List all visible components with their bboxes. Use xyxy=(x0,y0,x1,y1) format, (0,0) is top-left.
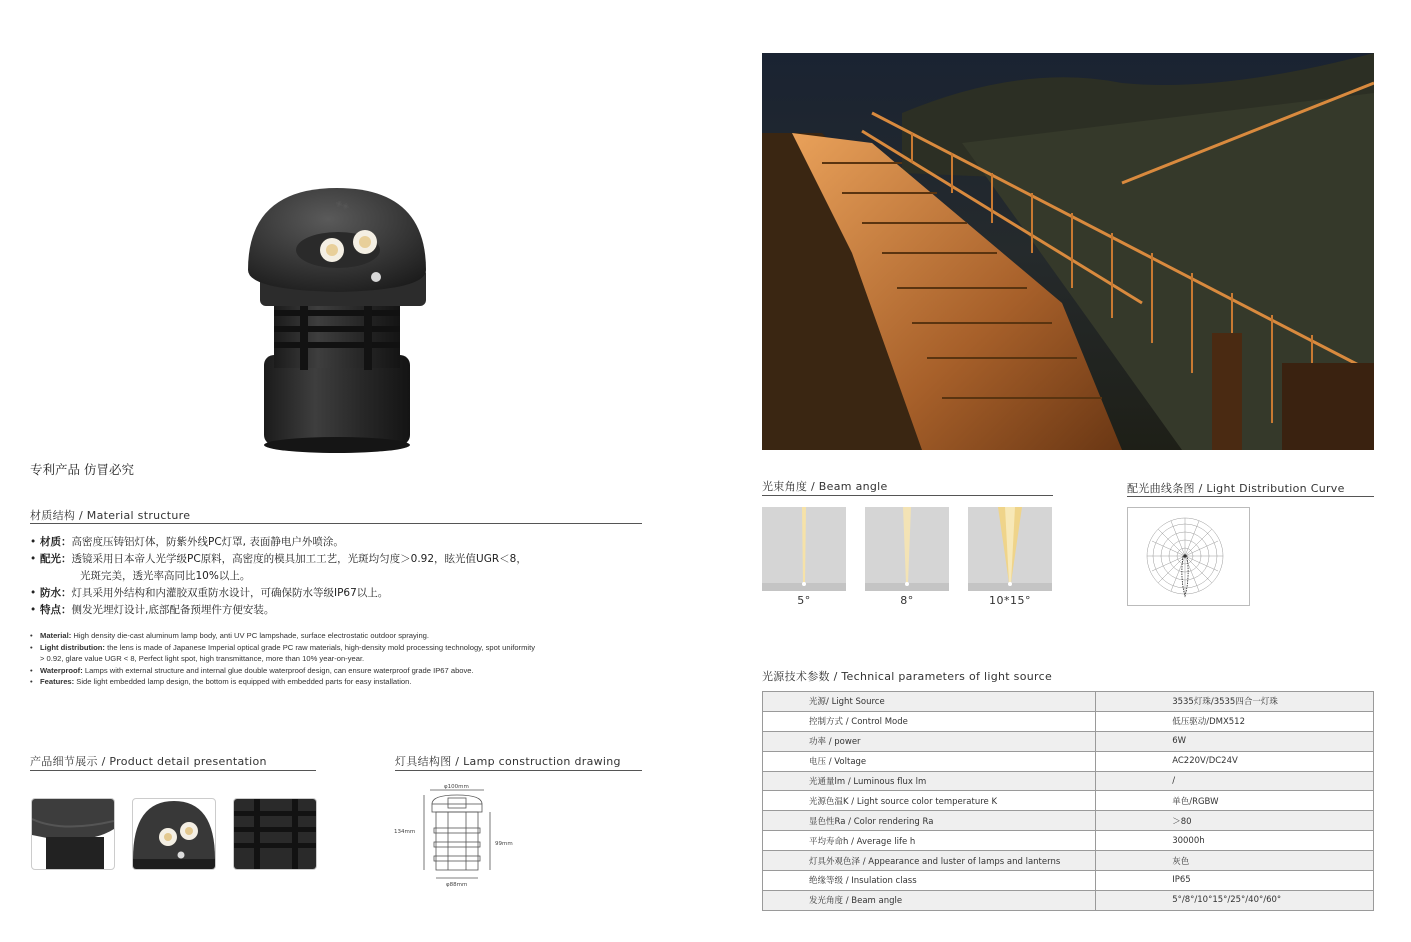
table-row: 电压 / Voltage AC220V/DC24V xyxy=(763,751,1374,771)
detail-thumb-top xyxy=(31,798,115,870)
beam-label: 10*15° xyxy=(989,594,1031,607)
detail-thumb-lens xyxy=(132,798,216,870)
curve-rule xyxy=(1127,496,1374,497)
dim-left-label: 134mm xyxy=(394,829,416,835)
list-item: • Features: Side light embedded lamp design, the bottom is equipped with embedded parts for easy installation. xyxy=(30,676,535,688)
table-row: 控制方式 / Control Mode 低压驱动/DMX512 xyxy=(763,711,1374,731)
list-item: • Waterproof: Lamps with external structure and internal glue double waterproof design, can ensure waterproof grade IP67 above. xyxy=(30,665,535,677)
material-rule xyxy=(30,523,642,524)
detail-thumb-body xyxy=(233,798,317,870)
beam-sample-5 xyxy=(762,507,846,591)
beam-rule xyxy=(762,495,1053,496)
material-en-list xyxy=(30,630,535,688)
list-item: • Light distribution: the lens is made of Japanese Imperial optical grade PC raw materials, high-density mold processing technology, spot uniformity > 0.92, glare value UGR < 8, Perfect light spot, high transmittance, more than 10% year-on-year. xyxy=(30,642,535,665)
list-item: • 材质：高密度压铸铝灯体，防紫外线PC灯罩, 表面静电户外喷涂。 xyxy=(30,534,550,551)
curve-title: 配光曲线条图 / Light Distribution Curve xyxy=(1127,482,1345,495)
patent-note: 专利产品 仿冒必究 xyxy=(30,462,134,477)
params-title: 光源技术参数 / Technical parameters of light source xyxy=(762,670,1053,683)
staircase-photo xyxy=(762,53,1374,450)
list-item: • 特点：侧发光埋灯设计,底部配备预埋件方便安装。 xyxy=(30,602,550,619)
construction-drawing xyxy=(392,778,522,893)
table-row: 灯具外观色泽 / Appearance and luster of lamps and lanterns 灰色 xyxy=(763,851,1374,871)
table-row: 显色性Ra / Color rendering Ra ＞80 xyxy=(763,811,1374,831)
beam-sample-8 xyxy=(865,507,949,591)
dim-right-label: 99mm xyxy=(495,841,513,847)
dim-bottom-label: φ88mm xyxy=(446,882,468,888)
beam-sample-10x15 xyxy=(968,507,1052,591)
product-image xyxy=(240,180,440,455)
table-row: 光通量lm / Luminous flux lm / xyxy=(763,771,1374,791)
table-row: 光源色温K / Light source color temperature K 单色/RGBW xyxy=(763,791,1374,811)
table-row: 光源/ Light Source 3535灯珠/3535四合一灯珠 xyxy=(763,692,1374,712)
params-table xyxy=(762,691,1374,911)
beam-label: 8° xyxy=(900,594,914,607)
detail-rule xyxy=(30,770,316,771)
detail-title: 产品细节展示 / Product detail presentation xyxy=(30,755,267,768)
beam-label: 5° xyxy=(797,594,811,607)
dim-top-label: φ100mm xyxy=(444,784,469,790)
material-cn-list xyxy=(30,534,550,619)
drawing-title: 灯具结构图 / Lamp construction drawing xyxy=(395,755,621,768)
material-title: 材质结构 / Material structure xyxy=(30,509,191,522)
table-row: 功率 / power 6W xyxy=(763,731,1374,751)
list-item: • Material: High density die-cast aluminum lamp body, anti UV PC lampshade, surface electrostatic outdoor spraying. xyxy=(30,630,535,642)
list-item: • 配光：透镜采用日本帝人光学级PC原料，高密度的模具加工工艺，光斑均匀度＞0.92，眩光值UGR＜8， 光斑完美，透光率高同比10%以上。 xyxy=(30,551,550,585)
distribution-curve-image xyxy=(1127,507,1250,606)
table-row: 发光角度 / Beam angle 5°/8°/10°15°/25°/40°/60° xyxy=(763,890,1374,910)
table-row: 绝缘等级 / Insulation class IP65 xyxy=(763,871,1374,891)
svg-text:◈◈: ◈◈ xyxy=(333,198,351,213)
table-row: 平均寿命h / Average life h 30000h xyxy=(763,831,1374,851)
list-item: • 防水：灯具采用外结构和内灌胶双重防水设计，可确保防水等级IP67以上。 xyxy=(30,585,550,602)
beam-title: 光束角度 / Beam angle xyxy=(762,480,888,493)
drawing-rule xyxy=(395,770,642,771)
